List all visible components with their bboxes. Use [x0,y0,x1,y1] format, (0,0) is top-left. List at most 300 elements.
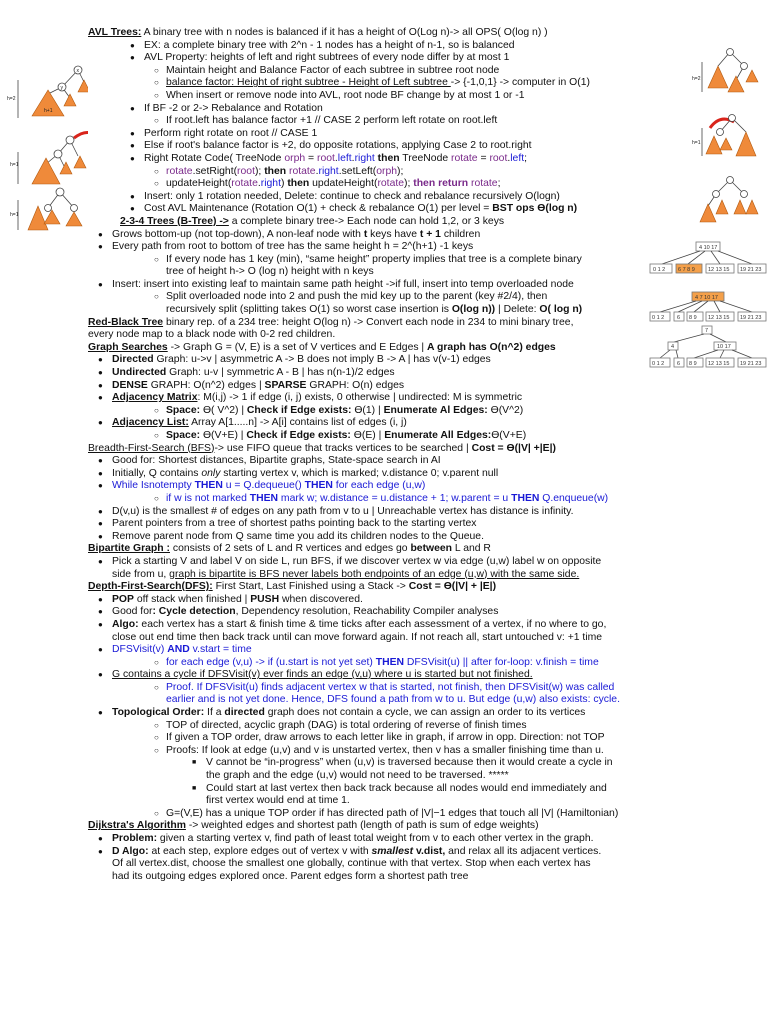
text-run: and relax all its adjacent vertices. [445,845,602,857]
text-run: Check if Edge exists: [246,430,354,441]
square-bullet-icon: ■ [192,759,197,767]
note-line [88,77,688,90]
svg-text:0 1 2: 0 1 2 [652,315,665,321]
text-run: Cost = ϴ(|V| + |E|) [408,581,497,593]
text-run: when discovered. [279,593,363,605]
text-run: D(v,u) is the smallest # of edges on any path from v to u | Unreachable vertex has distance is infinity. [112,505,574,517]
note-line [88,619,688,632]
note-line [88,115,688,128]
svg-text:4: 4 [671,344,675,350]
text-run: then [287,178,310,190]
text-run: rotate [231,178,258,190]
note-line [88,166,688,179]
bullet-icon: ● [98,380,103,390]
text-run: orph [284,152,306,164]
text-run: | Delete: [495,304,540,316]
text-run: ); [404,178,414,190]
text-run: Insert: only 1 rotation needed, Delete: continue to check and rebalance recursively O(logn) [144,190,560,202]
note-line-continuation [88,304,688,317]
note-line [88,178,688,191]
bullet-icon: ● [98,393,103,403]
svg-text:6: 6 [677,361,681,367]
text-run: A binary tree with n nodes is balanced if it has a height of O(Log n)-> all OPS( O(log n) ) [141,27,548,38]
note-line [88,682,688,695]
text-run: between [410,543,453,555]
text-run: left [337,152,352,164]
svg-text:h=2: h=2 [692,76,701,82]
text-run: . [334,152,338,164]
text-run: keys have [367,228,420,240]
svg-text:0 1 2: 0 1 2 [652,361,665,367]
bullet-icon: ● [98,355,103,365]
text-run: Cost = ϴ(|V| +|E|) [471,442,556,454]
note-line [88,254,688,267]
note-line [88,140,688,153]
text-run: children [440,228,481,240]
text-run: -> {-1,0,1} -> computer in O(1) [450,77,590,89]
text-run: ϴ(V+E) [491,430,527,441]
text-run: rotate [470,178,498,190]
note-line [88,493,688,506]
svg-text:12 13 15: 12 13 15 [708,267,730,273]
note-line-continuation: Of all vertex.dist, choose the smallest one globally, continue with that vertex. Stop when each vertex has [112,858,591,870]
svg-text:12 13 15: 12 13 15 [708,361,730,367]
note-line [88,644,688,657]
text-run: THEN [249,492,279,504]
note-line [88,128,688,141]
note-line-continuation: tree of height h-> O (log n) height with n keys [166,266,374,278]
text-run: Enumerate All Edges: [384,430,492,441]
note-line [88,291,688,304]
bullet-icon: ● [98,645,103,655]
note-line [88,820,688,833]
svg-text:4 7 10 17: 4 7 10 17 [695,295,718,301]
note-line [88,518,688,531]
text-run: . [507,152,511,164]
text-run: Problem: [112,833,158,844]
text-run: consists of 2 sets of L and R vertices and edges go [169,543,411,555]
note-line [88,480,688,493]
text-run: Remove parent node from Q same time you add its children nodes to the Queue. [112,530,484,542]
text-run: . [257,178,261,190]
bullet-icon: ● [98,481,103,491]
btree-figure [648,240,768,375]
text-run: Check if Edge exists: [246,404,355,416]
text-run: Adjacency Matrix [112,392,198,404]
note-line [88,392,688,405]
note-line [88,191,688,204]
text-run: THEN [375,656,405,668]
text-run: = [477,152,490,164]
text-run: Split overloaded node into 2 and push the mid key up to the parent (key #2/4), then [166,291,548,303]
note-line [88,367,688,380]
text-run: Perform right rotate on root // CASE 1 [144,127,318,139]
hollow-bullet-icon: ○ [154,90,159,100]
note-line [88,732,688,745]
text-run: THEN [194,480,223,492]
note-line-continuation: the graph and the edge (u,v) would not need to be traversed. ***** [206,770,509,782]
note-line [88,506,688,519]
bullet-icon: ● [98,556,103,566]
text-run: Depth-First-Search(DFS): [88,581,213,593]
note-line [88,90,688,103]
text-run: v.dist, [416,845,446,857]
text-run: Proofs: If look at edge (u,v) and v is unstarted vertex, then v has a smaller finishing time than u. [166,744,604,756]
text-run: if w is not marked [166,492,250,504]
text-run: for each edge (v,u) -> if (u.start is not yet set) [166,656,376,668]
svg-text:6: 6 [677,315,681,321]
text-run: graph is bipartite is BFS never labels both endpoints of an edge (u,w) with the same side. [169,568,580,580]
text-run: AND [167,644,190,656]
note-line [88,103,688,116]
bullet-icon: ● [98,368,103,378]
text-run: had its outgoing edges explored once. Parent edges form a shortest path tree [112,870,469,882]
text-run: Breadth-First-Search (BFS) [88,442,215,454]
note-line [88,430,688,443]
avl-tree-2 [10,132,88,184]
text-run: a complete binary tree-> Each node can hold 1,2, or 3 keys [228,215,505,227]
bullet-icon: ● [98,607,103,617]
text-run: Q.enqueue(w) [539,492,609,504]
text-run: D Algo: [112,845,149,857]
note-line [88,380,688,393]
text-run: O(log n)) [451,304,496,316]
text-run: THEN [511,492,540,504]
text-run: DENSE [112,379,148,391]
hollow-bullet-icon: ○ [154,720,159,730]
bullet-icon: ● [98,242,103,252]
text-run: at each step, explore edges out of vertex v with [148,845,372,857]
text-run: Initially, Q contains [112,467,202,479]
bullet-icon: ● [130,204,135,214]
note-line [88,783,688,796]
bullet-icon: ● [130,103,135,113]
bullet-icon: ● [98,506,103,516]
text-run: Enumerate Al Edges: [383,404,491,416]
text-run: Graph Searches [88,341,168,353]
svg-text:h=1: h=1 [10,162,19,168]
text-run: If every node has 1 key (min), “same height” property implies that tree is a complete binary [166,253,582,265]
text-run: ϴ(V^2) [490,404,524,416]
text-run: First Start, Last Finished using a Stack -> [212,581,409,593]
note-line [88,833,688,846]
text-run: .setRight( [192,165,238,177]
text-run: right [318,165,339,177]
bullet-icon: ● [98,519,103,529]
text-run: given a starting vertex v, find path of least total weight from v to each other vertex in the graph. [157,833,594,844]
svg-text:19 21 23: 19 21 23 [740,361,762,367]
avl-tree-3 [10,188,82,230]
hollow-bullet-icon: ○ [154,431,159,440]
text-run: SPARSE [264,379,307,391]
note-line [88,846,688,859]
text-run: : M(i,j) -> 1 if edge (i, j) exists, 0 otherwise | undirected: M is symmetric [197,392,523,404]
text-run: Space: [166,430,203,441]
avl-right-tree-3 [700,177,758,223]
text-run: then return [413,178,469,190]
text-run: Parent pointers from a tree of shortest paths pointing back to the starting vertex [112,518,477,530]
text-run: Else if root's balance factor is +2, do opposite rotations, applying Case 2 to root.right [144,140,532,152]
text-run: binary rep. of a 234 tree: height O(log n) -> Convert each node in 234 to mini binary tree, [163,316,574,328]
note-line [88,657,688,670]
text-run: v.start = time [189,644,252,656]
text-run: right [260,178,281,190]
note-line [88,871,688,884]
text-run: t + 1 [419,228,441,240]
text-run: Dijkstra's Algorithm [88,820,186,832]
text-run: balance factor: Height of right subtree - Height of Left subtree [166,77,451,89]
bullet-icon: ● [130,153,135,163]
text-run: ϴ( V^2) | [202,404,247,416]
text-run: G=(V,E) has a unique TOP order if has directed path of |V|−1 edges that touch all |V| (Hamiltonian) [166,807,619,819]
hollow-bullet-icon: ○ [154,733,159,743]
bullet-icon: ● [98,708,103,718]
note-line [88,606,688,619]
text-run: , Dependency resolution, Reachability Compiler analyses [235,606,499,618]
text-run: TreeNode [399,152,452,164]
hollow-bullet-icon: ○ [154,254,159,264]
hollow-bullet-icon: ○ [154,808,159,818]
text-run: If BF -2 or 2-> Rebalance and Rotation [144,102,323,114]
note-line [88,443,688,456]
text-run: Directed [112,354,154,366]
text-run: Insert: insert into existing leaf to maintain same path height ->if full, insert into temp overloaded node [112,278,574,290]
note-line [88,153,688,166]
text-run: Proof. If DFSVisit(u) finds adjacent vertex w that is started, not finish, then DFSVisit(w) was called [166,681,615,693]
text-run: G contains a cycle if DFSVisit(v) ever finds an edge (v,u) where u is started but not finished. [112,669,533,681]
avl-right-tree-1 [692,49,758,93]
text-run: Red-Black Tree [88,316,164,328]
svg-text:8 9: 8 9 [689,315,697,321]
bullet-icon: ● [98,418,103,428]
bullet-icon: ● [98,456,103,466]
text-run: Undirected [112,367,167,379]
note-line [88,707,688,720]
note-line [88,342,688,355]
hollow-bullet-icon: ○ [154,405,159,415]
text-run: recursively split (splitting takes O(1) so worst case insertion is [166,304,452,316]
text-run: Pick a starting V and label V on side L, run BFS, if we discover vertex w via edge (u,w) label w on opposite [112,555,602,567]
text-run: then [377,152,400,164]
text-run: rotate [166,165,193,177]
note-line [88,543,688,556]
svg-text:19 21 23: 19 21 23 [740,267,762,273]
svg-text:x: x [76,68,79,74]
note-line [88,354,688,367]
note-line [88,40,688,53]
text-run: Adjacency List: [112,417,189,429]
text-run: -> weighted edges and shortest path (length of path is sum of edge weights) [185,820,539,832]
text-run: When insert or remove node into AVL, root node BF change by at most 1 or -1 [166,89,525,101]
square-bullet-icon: ■ [192,784,197,792]
svg-text:12 13 15: 12 13 15 [708,315,730,321]
text-run: DFSVisit(v) [112,644,168,656]
note-line [88,279,688,292]
text-run: earlier and is not yet done. Hence, DFS found a path from w to u. But edge (u,w) also exists: cycle. [166,694,620,706]
text-run: Space: [166,404,203,416]
text-run: rotate [451,152,478,164]
bullet-icon: ● [98,279,103,289]
text-run: DFSVisit(u) || after for-loop: v.finish = time [404,656,599,668]
btree-2 [650,292,766,321]
hollow-bullet-icon: ○ [154,493,159,503]
text-run: ϴ(V+E) | [202,430,247,441]
text-run: Could start at last vertex then back track because all nodes would end immediately and [206,782,607,794]
text-run: THEN [304,480,333,492]
text-run: .setLeft( [338,165,377,177]
text-run: AVL Property: heights of left and right subtrees of every node differ by at most 1 [144,52,510,64]
text-run: O( log n) [539,304,583,316]
text-run: then [264,165,287,177]
text-run: If a [204,707,225,719]
text-run: u = Q.dequeue() [222,480,305,492]
text-run: If given a TOP order, draw arrows to each letter like in graph, if arrow in opp. Direction: not TOP [166,732,605,744]
text-run: TOP of directed, acyclic graph (DAG) is total ordering of reverse of finish times [166,719,527,731]
hollow-bullet-icon: ○ [154,657,159,667]
text-run: Graph: u-v | symmetric A - B | has n(n-1)/2 edges [166,367,395,379]
text-run: ϴ(E) | [353,430,385,441]
svg-text:h=1: h=1 [692,140,701,146]
note-line [88,594,688,607]
note-line [88,203,688,216]
note-line [88,405,688,418]
notes-document [88,27,688,883]
text-run: BST ops ϴ(log n) [492,203,578,215]
text-run: -> Graph G = (V, E) is a set of V vertices and E Edges | [167,341,428,353]
note-line [88,808,688,821]
note-line [88,455,688,468]
text-run: root [237,165,255,177]
note-line [88,581,688,594]
bullet-icon: ● [98,531,103,541]
text-run: If root.left has balance factor +1 // CASE 2 perform left rotate on root.left [166,115,498,127]
text-run: only [201,467,221,479]
text-run: ) [280,178,288,190]
hollow-bullet-icon: ○ [154,682,159,692]
text-run: EX: a complete binary tree with 2^n - 1 nodes has a height of n-1, so is balanced [144,39,515,51]
text-run: . [351,152,355,164]
text-run: side from u, [112,568,170,580]
svg-text:19 21 23: 19 21 23 [740,315,762,321]
note-line [88,468,688,481]
text-run: A graph has O(n^2) edges [427,341,556,353]
text-run: Cost AVL Maintenance (Rotation O(1) + check & rebalance O(1) per level = [144,203,493,215]
note-line [88,720,688,733]
text-run: Grows bottom-up (not top-down), A non-leaf node with [112,228,364,240]
note-line [88,669,688,682]
text-run: Array A[1.....n] -> A[i] contains list of edges (i, j) [188,417,407,429]
bullet-icon: ● [130,128,135,138]
hollow-bullet-icon: ○ [154,179,159,189]
text-run: Bipartite Graph : [88,543,170,555]
text-run: GRAPH: O(n) edges [306,379,405,391]
text-run: ϴ(1) | [354,404,384,416]
bullet-icon: ● [98,834,103,843]
text-run: Maintain height and Balance Factor of each subtree in subtree root node [166,64,500,76]
text-run: smallest [371,845,414,857]
text-run: GRAPH: O(n^2) edges | [147,379,265,391]
svg-text:h=2: h=2 [7,96,16,102]
svg-text:10 17: 10 17 [717,344,731,350]
svg-text:h=1: h=1 [10,212,19,218]
text-run: ); [397,165,404,177]
btree-3 [650,326,766,367]
note-line [88,556,688,569]
text-run: rotate [377,178,405,190]
svg-text:4 10 17: 4 10 17 [699,245,718,251]
text-run: Algo: [112,618,139,630]
svg-text:6 7 8 9: 6 7 8 9 [678,267,695,273]
bullet-icon: ● [130,141,135,151]
text-run: mark w; w.distance = u.distance + 1; w.parent = u [278,492,512,504]
note-line [88,229,688,242]
text-run: left [510,152,525,164]
text-run: 2-3-4 Trees (B-Tree) -> [120,215,229,227]
text-run: . [315,165,319,177]
text-run: every node map to a black node with 0-2 red children. [88,329,336,341]
text-run: root [489,152,508,164]
bullet-icon: ● [98,619,103,629]
bullet-icon: ● [130,40,135,50]
bullet-icon: ● [98,670,103,680]
text-run: L and R [452,543,491,555]
note-line-continuation [88,569,688,582]
text-run: Every path from root to bottom of tree has the same height h = 2^(h+1) -1 keys [112,241,474,253]
bullet-icon: ● [98,846,103,856]
text-run: rotate [289,165,316,177]
hollow-bullet-icon: ○ [154,745,159,755]
text-run: updateHeight( [309,178,378,190]
text-run: root [317,152,335,164]
hollow-bullet-icon: ○ [154,65,159,75]
text-run: right [354,152,375,164]
text-run: V cannot be “in-progress” when (u,v) is traversed because then it would create a cycle in [206,757,613,769]
note-line [88,216,688,229]
avl-right-tree-2 [692,115,756,157]
note-line [88,52,688,65]
svg-text:8 9: 8 9 [689,361,697,367]
text-run: PUSH [250,593,280,605]
text-run: : Cycle detection [152,606,236,618]
svg-text:y: y [60,85,63,91]
text-run: While Isnotempty [112,480,195,492]
text-run: starting vertex v, which is marked; v.distance 0; v.parent null [220,467,499,479]
text-run: orph [376,165,398,177]
note-line [88,317,688,330]
note-line [88,27,688,40]
hollow-bullet-icon: ○ [154,292,159,302]
avl-right-figure [690,40,768,240]
text-run: Graph: u->v | asymmetric A -> B does not imply B -> A | has v(v-1) edges [153,354,491,366]
note-line [88,241,688,254]
hollow-bullet-icon: ○ [154,166,159,176]
bullet-icon: ● [130,191,135,201]
text-run: ); [254,165,265,177]
note-line-continuation [88,694,688,707]
text-run: for each edge (u,w) [332,480,426,492]
text-run: AVL Trees: [88,27,142,38]
note-line [88,531,688,544]
bullet-icon: ● [130,53,135,63]
note-line-continuation: first vertex would end at time 1. [206,795,350,807]
svg-text:h+1: h+1 [44,108,53,114]
text-run: ; [497,178,501,190]
text-run: off stack when finished | [133,593,251,605]
text-run: updateHeight( [166,178,232,190]
bullet-icon: ● [98,468,103,478]
avl-tree-1 [7,66,88,118]
text-run: Topological Order: [112,707,205,719]
